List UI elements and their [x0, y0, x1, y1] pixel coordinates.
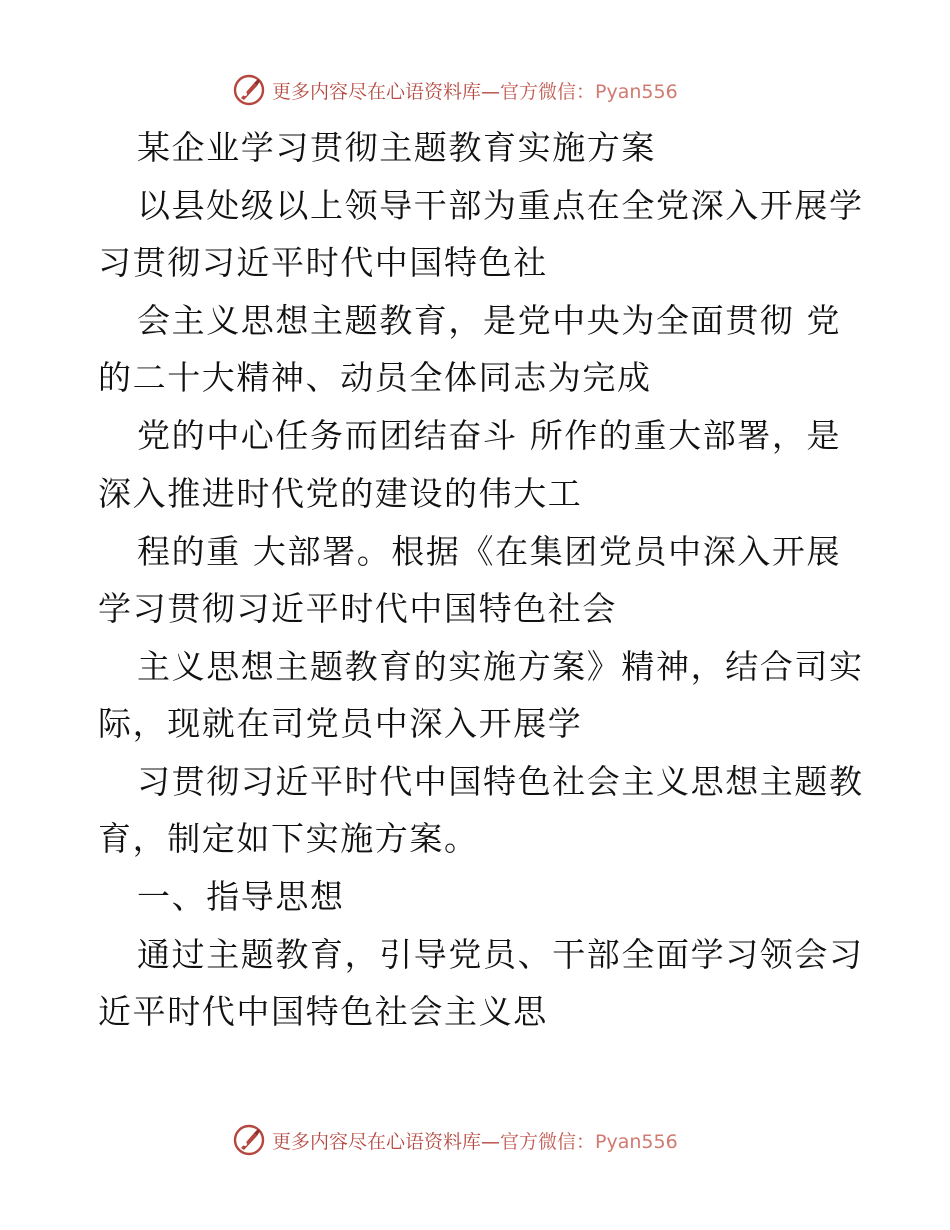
paragraph-line: 主义思想主题教育的实施方案》精神，结合司实: [137, 647, 864, 686]
watermark-site: 更多内容尽在心语资料库: [272, 1130, 482, 1153]
watermark-dash: —: [481, 1130, 501, 1153]
watermark-wechat-id: Pyan556: [595, 1130, 678, 1153]
paragraph-line: 近平时代中国特色社会主义思: [98, 992, 548, 1031]
paragraph-line: 习贯彻习近平时代中国特色社: [98, 243, 548, 282]
paragraph-line: 程的重 大部署。根据《在集团党员中深入开展: [137, 532, 842, 571]
paragraph-line: 以县处级以上领导干部为重点在全党深入开展学: [137, 186, 864, 225]
pen-logo-icon: [232, 1123, 266, 1157]
document-title: 某企业学习贯彻主题教育实施方案: [137, 128, 656, 167]
watermark-wechat-id: Pyan556: [595, 80, 678, 103]
watermark-text: [272, 77, 678, 104]
paragraph-line: 深入推进时代党的建设的伟大工: [98, 474, 583, 513]
paragraph-line: 通过主题教育，引导党员、干部全面学习领会习: [137, 935, 864, 974]
header-watermark: [232, 72, 752, 108]
paragraph-line: 学习贯彻习近平时代中国特色社会: [98, 589, 617, 628]
watermark-dash: —: [481, 80, 501, 103]
watermark-text: [272, 1127, 678, 1154]
paragraph-line: 习贯彻习近平时代中国特色社会主义思想主题教: [137, 762, 864, 801]
paragraph-line: 党的中心任务而团结奋斗 所作的重大部署，是: [137, 416, 842, 455]
paragraph-line: 际，现就在司党员中深入开展学: [98, 704, 583, 743]
watermark-label: 官方微信：: [500, 80, 596, 103]
section-heading: 一、指导思想: [137, 877, 345, 916]
paragraph-line: 育，制定如下实施方案。: [98, 819, 479, 858]
paragraph-line: 会主义思想主题教育，是党中央为全面贯彻 党: [137, 301, 842, 340]
pen-logo-icon: [232, 73, 266, 107]
watermark-label: 官方微信：: [500, 1130, 596, 1153]
paragraph-line: 的二十大精神、动员全体同志为完成: [98, 358, 652, 397]
watermark-site: 更多内容尽在心语资料库: [272, 80, 482, 103]
footer-watermark: [232, 1122, 752, 1158]
